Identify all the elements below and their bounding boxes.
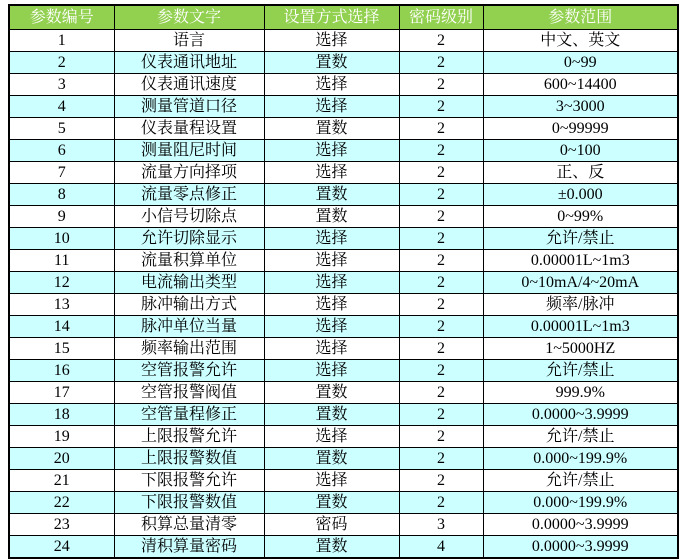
- cell: 2: [399, 316, 483, 338]
- cell: 0.0000~3.9999: [483, 514, 678, 536]
- cell: 2: [399, 118, 483, 140]
- table-row: [9, 184, 678, 206]
- cell: 2: [399, 140, 483, 162]
- parameter-table-container: [8, 4, 679, 559]
- cell: 3: [9, 74, 114, 96]
- cell: 选择: [264, 470, 399, 492]
- cell: 中文、英文: [483, 30, 678, 52]
- cell: 0~100: [483, 140, 678, 162]
- cell: 允许/禁止: [483, 470, 678, 492]
- cell: 999.9%: [483, 382, 678, 404]
- cell: 上限报警数值: [114, 448, 264, 470]
- cell: 允许/禁止: [483, 228, 678, 250]
- cell: 7: [9, 162, 114, 184]
- cell: 2: [399, 404, 483, 426]
- table-row: [9, 382, 678, 404]
- cell: 0.00001L~1m3: [483, 316, 678, 338]
- cell: 电流输出类型: [114, 272, 264, 294]
- cell: 选择: [264, 228, 399, 250]
- cell: 0~10mA/4~20mA: [483, 272, 678, 294]
- cell: 1~5000HZ: [483, 338, 678, 360]
- cell: 10: [9, 228, 114, 250]
- cell: 选择: [264, 426, 399, 448]
- parameter-table: [8, 4, 679, 559]
- cell: 9: [9, 206, 114, 228]
- column-header-1: 参数编号: [9, 5, 114, 30]
- cell: 频率/脉冲: [483, 294, 678, 316]
- cell: 18: [9, 404, 114, 426]
- cell: 频率输出范围: [114, 338, 264, 360]
- table-row: [9, 250, 678, 272]
- cell: 脉冲单位当量: [114, 316, 264, 338]
- cell: 2: [399, 30, 483, 52]
- cell: 允许/禁止: [483, 360, 678, 382]
- cell: 19: [9, 426, 114, 448]
- cell: 2: [399, 162, 483, 184]
- cell: 选择: [264, 338, 399, 360]
- cell: 13: [9, 294, 114, 316]
- column-header-5: 参数范围: [483, 5, 678, 30]
- cell: 置数: [264, 382, 399, 404]
- cell: 仪表通讯速度: [114, 74, 264, 96]
- cell: 8: [9, 184, 114, 206]
- cell: 选择: [264, 30, 399, 52]
- cell: 15: [9, 338, 114, 360]
- cell: 积算总量清零: [114, 514, 264, 536]
- table-row: [9, 470, 678, 492]
- cell: 下限报警数值: [114, 492, 264, 514]
- cell: 空管量程修正: [114, 404, 264, 426]
- cell: 0~99%: [483, 206, 678, 228]
- cell: 置数: [264, 536, 399, 559]
- cell: 下限报警允许: [114, 470, 264, 492]
- cell: 3: [399, 514, 483, 536]
- header-row: [9, 5, 678, 30]
- cell: 语言: [114, 30, 264, 52]
- cell: 选择: [264, 316, 399, 338]
- cell: 0~99999: [483, 118, 678, 140]
- cell: 仪表通讯地址: [114, 52, 264, 74]
- cell: 5: [9, 118, 114, 140]
- table-row: [9, 404, 678, 426]
- cell: 1: [9, 30, 114, 52]
- cell: 空管报警阀值: [114, 382, 264, 404]
- cell: 空管报警允许: [114, 360, 264, 382]
- cell: 2: [399, 250, 483, 272]
- cell: 置数: [264, 448, 399, 470]
- cell: 选择: [264, 96, 399, 118]
- table-row: [9, 206, 678, 228]
- cell: 正、反: [483, 162, 678, 184]
- cell: 0.000~199.9%: [483, 448, 678, 470]
- cell: 2: [399, 52, 483, 74]
- cell: 选择: [264, 140, 399, 162]
- cell: 2: [399, 184, 483, 206]
- cell: 选择: [264, 74, 399, 96]
- cell: 600~14400: [483, 74, 678, 96]
- cell: 20: [9, 448, 114, 470]
- cell: 2: [399, 74, 483, 96]
- table-row: [9, 426, 678, 448]
- cell: 置数: [264, 492, 399, 514]
- column-header-4: 密码级别: [399, 5, 483, 30]
- cell: 2: [399, 272, 483, 294]
- cell: 17: [9, 382, 114, 404]
- cell: 23: [9, 514, 114, 536]
- cell: 21: [9, 470, 114, 492]
- cell: 仪表量程设置: [114, 118, 264, 140]
- cell: 测量管道口径: [114, 96, 264, 118]
- table-row: [9, 74, 678, 96]
- cell: 置数: [264, 404, 399, 426]
- table-row: [9, 492, 678, 514]
- cell: 2: [399, 228, 483, 250]
- cell: 选择: [264, 250, 399, 272]
- cell: 16: [9, 360, 114, 382]
- table-row: [9, 272, 678, 294]
- cell: 14: [9, 316, 114, 338]
- cell: 0.00001L~1m3: [483, 250, 678, 272]
- table-row: [9, 448, 678, 470]
- table-row: [9, 228, 678, 250]
- cell: 2: [399, 426, 483, 448]
- cell: 流量方向择项: [114, 162, 264, 184]
- cell: 2: [9, 52, 114, 74]
- cell: 3~3000: [483, 96, 678, 118]
- cell: 置数: [264, 184, 399, 206]
- cell: 12: [9, 272, 114, 294]
- cell: 小信号切除点: [114, 206, 264, 228]
- cell: 2: [399, 448, 483, 470]
- table-row: [9, 536, 678, 559]
- table-row: [9, 96, 678, 118]
- cell: 4: [9, 96, 114, 118]
- cell: 清积算量密码: [114, 536, 264, 559]
- cell: 置数: [264, 52, 399, 74]
- cell: 允许/禁止: [483, 426, 678, 448]
- table-row: [9, 118, 678, 140]
- cell: 流量零点修正: [114, 184, 264, 206]
- cell: 2: [399, 206, 483, 228]
- cell: 2: [399, 338, 483, 360]
- cell: 6: [9, 140, 114, 162]
- cell: 4: [399, 536, 483, 559]
- cell: 密码: [264, 514, 399, 536]
- cell: 2: [399, 360, 483, 382]
- cell: 11: [9, 250, 114, 272]
- cell: 脉冲输出方式: [114, 294, 264, 316]
- cell: 0~99: [483, 52, 678, 74]
- cell: 0.0000~3.9999: [483, 536, 678, 559]
- cell: 测量阻尼时间: [114, 140, 264, 162]
- cell: 24: [9, 536, 114, 559]
- cell: 选择: [264, 272, 399, 294]
- cell: 流量积算单位: [114, 250, 264, 272]
- cell: 选择: [264, 294, 399, 316]
- table-row: [9, 360, 678, 382]
- table-row: [9, 294, 678, 316]
- column-header-2: 参数文字: [114, 5, 264, 30]
- table-row: [9, 140, 678, 162]
- cell: 允许切除显示: [114, 228, 264, 250]
- cell: ±0.000: [483, 184, 678, 206]
- cell: 22: [9, 492, 114, 514]
- cell: 选择: [264, 162, 399, 184]
- cell: 0.000~199.9%: [483, 492, 678, 514]
- cell: 2: [399, 492, 483, 514]
- cell: 2: [399, 470, 483, 492]
- cell: 置数: [264, 206, 399, 228]
- cell: 2: [399, 96, 483, 118]
- table-body: [9, 30, 678, 559]
- column-header-3: 设置方式选择: [264, 5, 399, 30]
- table-row: [9, 30, 678, 52]
- table-row: [9, 514, 678, 536]
- cell: 置数: [264, 118, 399, 140]
- table-row: [9, 52, 678, 74]
- table-row: [9, 338, 678, 360]
- cell: 2: [399, 382, 483, 404]
- cell: 0.0000~3.9999: [483, 404, 678, 426]
- table-row: [9, 316, 678, 338]
- cell: 2: [399, 294, 483, 316]
- cell: 上限报警允许: [114, 426, 264, 448]
- table-row: [9, 162, 678, 184]
- cell: 选择: [264, 360, 399, 382]
